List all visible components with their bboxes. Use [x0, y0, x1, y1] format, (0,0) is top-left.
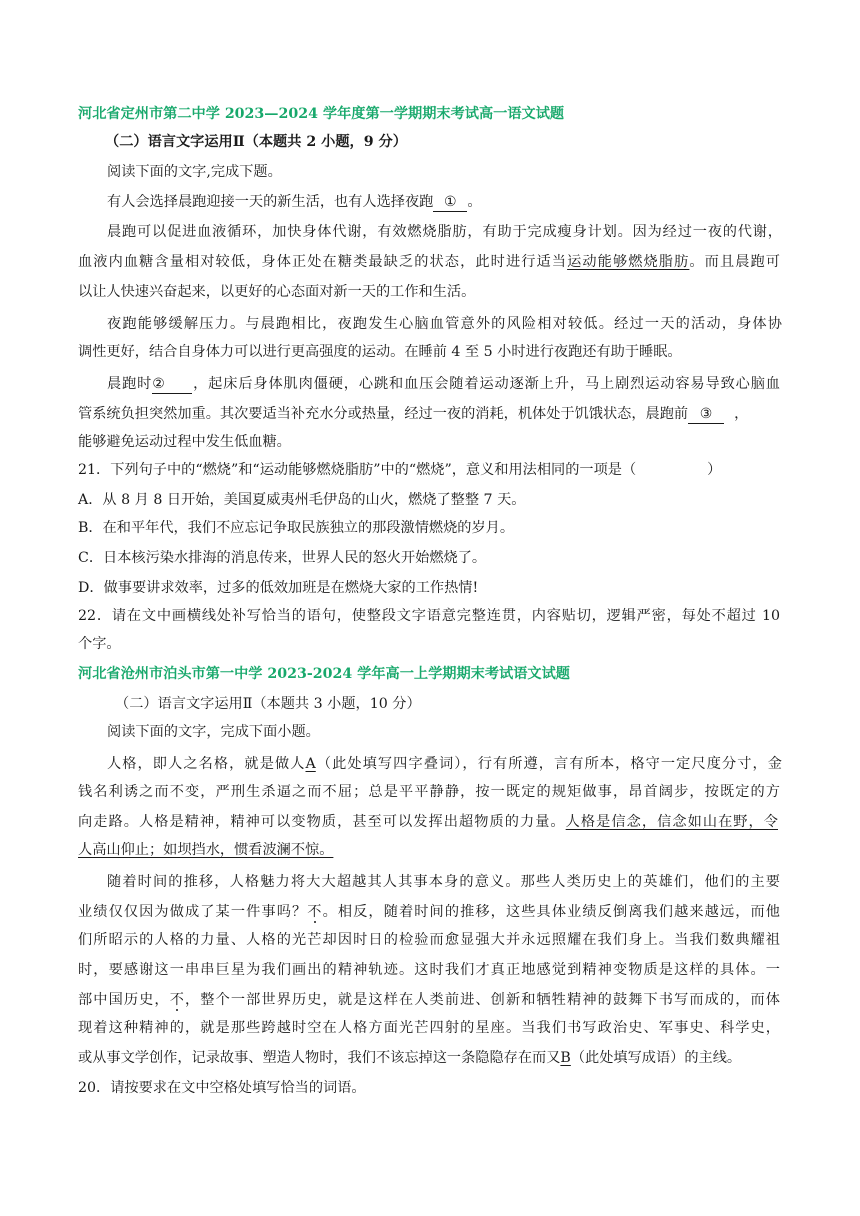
- fill-blank-b: B: [560, 1050, 571, 1066]
- passage-line: [78, 898, 780, 926]
- reading-instruction: 阅读下面的文字,完成下题。: [107, 164, 282, 180]
- text-span: ，起床后身体肌肉僵硬，心跳和血压会随着运动逐渐上升，马上剧烈运动容易导致心脑血: [192, 376, 780, 392]
- text-span: ，: [734, 406, 749, 422]
- text-span: 或从事文学创作，记录故事、塑造人物时，我们不该忘掉这一条隐隐存在而又: [78, 1050, 561, 1066]
- text-span: 。: [467, 194, 482, 210]
- passage-line: 以让人快速兴奋起来，以更好的心态面对新一天的工作和生活。: [78, 284, 476, 300]
- passage-line: 能够避免运动过程中发生低血糖。: [78, 434, 291, 450]
- option-a: A．从 8 月 8 日开始，美国夏威夷州毛伊岛的山火，燃烧了整整 7 天。: [78, 492, 526, 508]
- reading-instruction: 阅读下面的文字，完成下面小题。: [107, 724, 320, 740]
- question-22: 22．请在文中画横线处补写恰当的语句，使整段文字语意完整连贯，内容贴切，逻辑严密，每处不超过 10: [78, 608, 780, 624]
- text-span: 部中国历史，: [78, 992, 170, 1008]
- text-span: 人格，即人之名格，就是做人: [107, 756, 306, 772]
- dotted-char: 不: [169, 992, 185, 1008]
- exam-title: 河北省沧州市泊头市第一中学 2023-2024 学年高一上学期期末考试语文试题: [78, 666, 570, 682]
- passage-line: [107, 750, 782, 778]
- passage-line: [107, 188, 860, 216]
- dotted-char: 不: [307, 904, 323, 920]
- question-22-cont: 个字。: [78, 636, 121, 652]
- passage-line: [78, 1044, 860, 1072]
- text-span: 。而且晨跑可: [689, 254, 780, 270]
- passage-line: [107, 370, 780, 398]
- passage-line: 时，要感谢这一串串巨星为我们画出的精神轨迹。这时我们才真正地感觉到精神变物质是这样的具体。一: [78, 962, 780, 978]
- text-span: 业绩仅仅因为做成了某一件事吗？: [78, 904, 308, 920]
- section-heading: （二）语言文字运用Ⅱ（本题共 2 小题，9 分）: [105, 134, 407, 150]
- passage-line: [78, 808, 778, 836]
- passage-line: [78, 986, 780, 1014]
- text-span: 有人会选择晨跑迎接一天的新生活，也有人选择夜跑: [107, 194, 434, 210]
- passage-line: 晨跑可以促进血液循环，加快身体代谢，有效燃烧脂肪，有助于完成瘦身计划。因为经过一夜的代谢，: [107, 224, 782, 240]
- underlined-phrase: 运动能够燃烧脂肪: [567, 254, 690, 270]
- fill-blank-a: A: [305, 756, 316, 772]
- passage-line: [78, 836, 860, 864]
- option-c: C．日本核污染水排海的消息传来，世界人民的怒火开始燃烧了。: [78, 550, 487, 566]
- question-21: 21．下列句子中的“燃烧”和“运动能够燃烧脂肪”中的“燃烧”，意义和用法相同的一项是（ ）: [78, 462, 722, 478]
- passage-line: [78, 248, 780, 276]
- passage-line: 夜跑能够缓解压力。与晨跑相比，夜跑发生心脑血管意外的风险相对较低。经过一天的活动，身体协: [107, 316, 782, 332]
- text-span: 晨跑时: [107, 376, 153, 392]
- fill-blank-1: ①: [433, 193, 467, 212]
- text-span: （此处填写四字叠词），行有所遵，言有所本，格守一定尺度分寸，金: [315, 756, 782, 772]
- text-span: 管系统负担突然加重。其次要适当补充水分或热量，经过一夜的消耗，机体处于饥饿状态，晨跑前: [78, 406, 689, 422]
- text-span: 。相反，随着时间的推移，这些具体业绩反倒离我们越来越远，而他: [322, 904, 780, 920]
- text-span: 向走路。人格是精神，精神可以变物质，甚至可以发挥出超物质的力量。: [78, 814, 566, 830]
- text-span: 血液内血糖含量相对较低，身体正处在糖类最缺乏的状态，此时进行适当: [78, 254, 568, 270]
- question-20: 20．请按要求在文中空格处填写恰当的词语。: [78, 1080, 366, 1096]
- text-span: （此处填写成语）的主线。: [570, 1050, 742, 1066]
- passage-line: 们所昭示的人格的力量、人格的光芒却因时日的检验而愈显强大并永远照耀在我们身上。当我们数典耀祖: [78, 932, 780, 948]
- passage-line: 钱名利诱之而不变，严刑生杀逼之而不屈；总是平平静静，按一既定的规矩做事，昂首阔步，按既定的方: [78, 784, 780, 800]
- passage-line: 随着时间的推移，人格魅力将大大超越其人其事本身的意义。那些人类历史上的英雄们，他们的主要: [107, 874, 780, 890]
- passage-line: [78, 400, 860, 428]
- exam-title: 河北省定州市第二中学 2023—2024 学年度第一学期期末考试高一语文试题: [78, 106, 565, 122]
- option-d: D．做事要讲求效率，过多的低效加班是在燃烧大家的工作热情!: [78, 580, 479, 596]
- underlined-phrase: 人格是信念，信念如山在野，令: [565, 814, 778, 830]
- section-heading: （二）语言文字运用Ⅱ（本题共 3 小题，10 分）: [115, 696, 421, 712]
- text-span: ，整个一部世界历史，就是这样在人类前进、创新和牺牲精神的鼓舞下书写而成的，而体: [185, 992, 780, 1008]
- passage-line: 调性更好，结合自身体力可以进行更高强度的运动。在睡前 4 至 5 小时进行夜跑还有助于睡眠。: [78, 344, 682, 360]
- passage-line: 现着这种精神的，就是那些跨越时空在人格方面光芒四射的星座。当我们书写政治史、军事史、科学史，: [78, 1020, 780, 1036]
- underlined-phrase: 人高山仰止；如坝挡水，惯看波澜不惊。: [78, 842, 334, 858]
- option-b: B．在和平年代，我们不应忘记争取民族独立的那段激情燃烧的岁月。: [78, 520, 515, 536]
- fill-blank-2: ②: [152, 375, 192, 394]
- fill-blank-3: ③: [688, 405, 724, 424]
